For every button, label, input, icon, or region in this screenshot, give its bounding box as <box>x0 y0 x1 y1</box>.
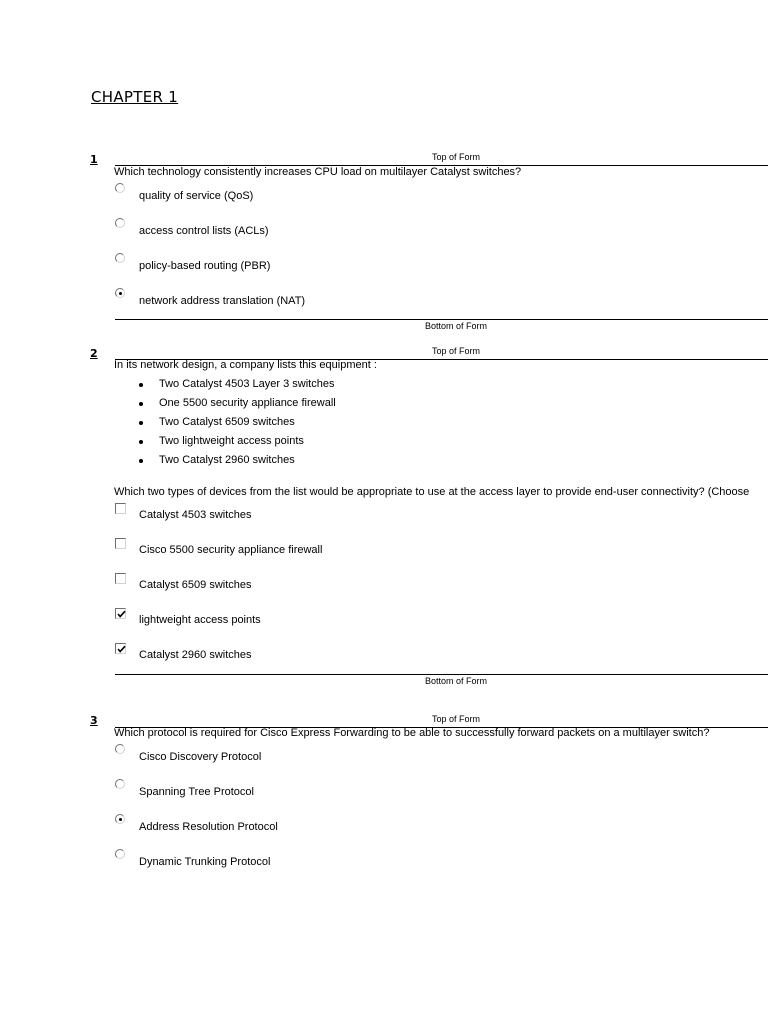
q3-option-3-label: Address Resolution Protocol <box>139 821 278 833</box>
question-2-number: 2 <box>90 347 98 360</box>
q3-option-1-radio[interactable] <box>115 744 125 754</box>
q2-option-3-label: Catalyst 6509 switches <box>139 579 252 591</box>
bullet-icon <box>139 440 143 444</box>
q2-top-of-form-label: Top of Form <box>431 346 480 356</box>
q2-option-5-checkbox[interactable] <box>115 643 126 654</box>
q1-option-4-label: network address translation (NAT) <box>139 295 306 307</box>
equipment-item-4: Two lightweight access points <box>159 435 304 447</box>
bullet-icon <box>139 402 143 406</box>
q3-option-2-radio[interactable] <box>115 779 125 789</box>
q1-option-1-radio[interactable] <box>115 183 125 193</box>
equipment-item-5: Two Catalyst 2960 switches <box>159 454 295 466</box>
q1-option-2-label: access control lists (ACLs) <box>139 225 269 237</box>
q3-option-1-label: Cisco Discovery Protocol <box>139 751 262 763</box>
q1-top-of-form-label: Top of Form <box>431 152 480 162</box>
q1-option-1-label: quality of service (QoS) <box>139 190 254 202</box>
equipment-item-2: One 5500 security appliance firewall <box>159 397 336 409</box>
bullet-icon <box>139 421 143 425</box>
checkmark-icon <box>116 644 127 655</box>
q2-form-bottom-rule <box>115 674 768 675</box>
q1-bottom-of-form-label: Bottom of Form <box>424 321 487 331</box>
q2-option-1-checkbox[interactable] <box>115 503 126 514</box>
question-3-text: Which protocol is required for Cisco Express Forwarding to be able to successfully forward packets on a multilayer switch? <box>114 727 710 739</box>
q1-option-4-radio[interactable] <box>115 288 125 298</box>
q1-option-3-radio[interactable] <box>115 253 125 263</box>
q2-option-5-label: Catalyst 2960 switches <box>139 649 252 661</box>
question-2-text: Which two types of devices from the list would be appropriate to use at the access layer to provide end-user connectivity? (Choose <box>114 486 750 498</box>
q1-form-bottom-rule <box>115 319 768 320</box>
checkmark-icon <box>116 609 127 620</box>
question-3-number: 3 <box>90 714 98 727</box>
q1-option-3-label: policy-based routing (PBR) <box>139 260 271 272</box>
question-1-number: 1 <box>90 153 98 166</box>
bullet-icon <box>139 459 143 463</box>
q2-option-2-label: Cisco 5500 security appliance firewall <box>139 544 323 556</box>
chapter-title: CHAPTER 1 <box>91 88 179 106</box>
q3-top-of-form-label: Top of Form <box>431 714 480 724</box>
question-1-text: Which technology consistently increases CPU load on multilayer Catalyst switches? <box>114 166 522 178</box>
q3-option-3-radio[interactable] <box>115 814 125 824</box>
equipment-item-3: Two Catalyst 6509 switches <box>159 416 295 428</box>
q1-option-2-radio[interactable] <box>115 218 125 228</box>
q2-option-1-label: Catalyst 4503 switches <box>139 509 252 521</box>
q2-option-2-checkbox[interactable] <box>115 538 126 549</box>
question-2-intro: In its network design, a company lists this equipment : <box>114 359 377 371</box>
q2-option-4-label: lightweight access points <box>139 614 261 626</box>
q2-bottom-of-form-label: Bottom of Form <box>424 676 487 686</box>
q3-option-2-label: Spanning Tree Protocol <box>139 786 254 798</box>
q2-option-3-checkbox[interactable] <box>115 573 126 584</box>
q3-option-4-label: Dynamic Trunking Protocol <box>139 856 271 868</box>
equipment-item-1: Two Catalyst 4503 Layer 3 switches <box>159 378 335 390</box>
q3-option-4-radio[interactable] <box>115 849 125 859</box>
bullet-icon <box>139 383 143 387</box>
q2-option-4-checkbox[interactable] <box>115 608 126 619</box>
